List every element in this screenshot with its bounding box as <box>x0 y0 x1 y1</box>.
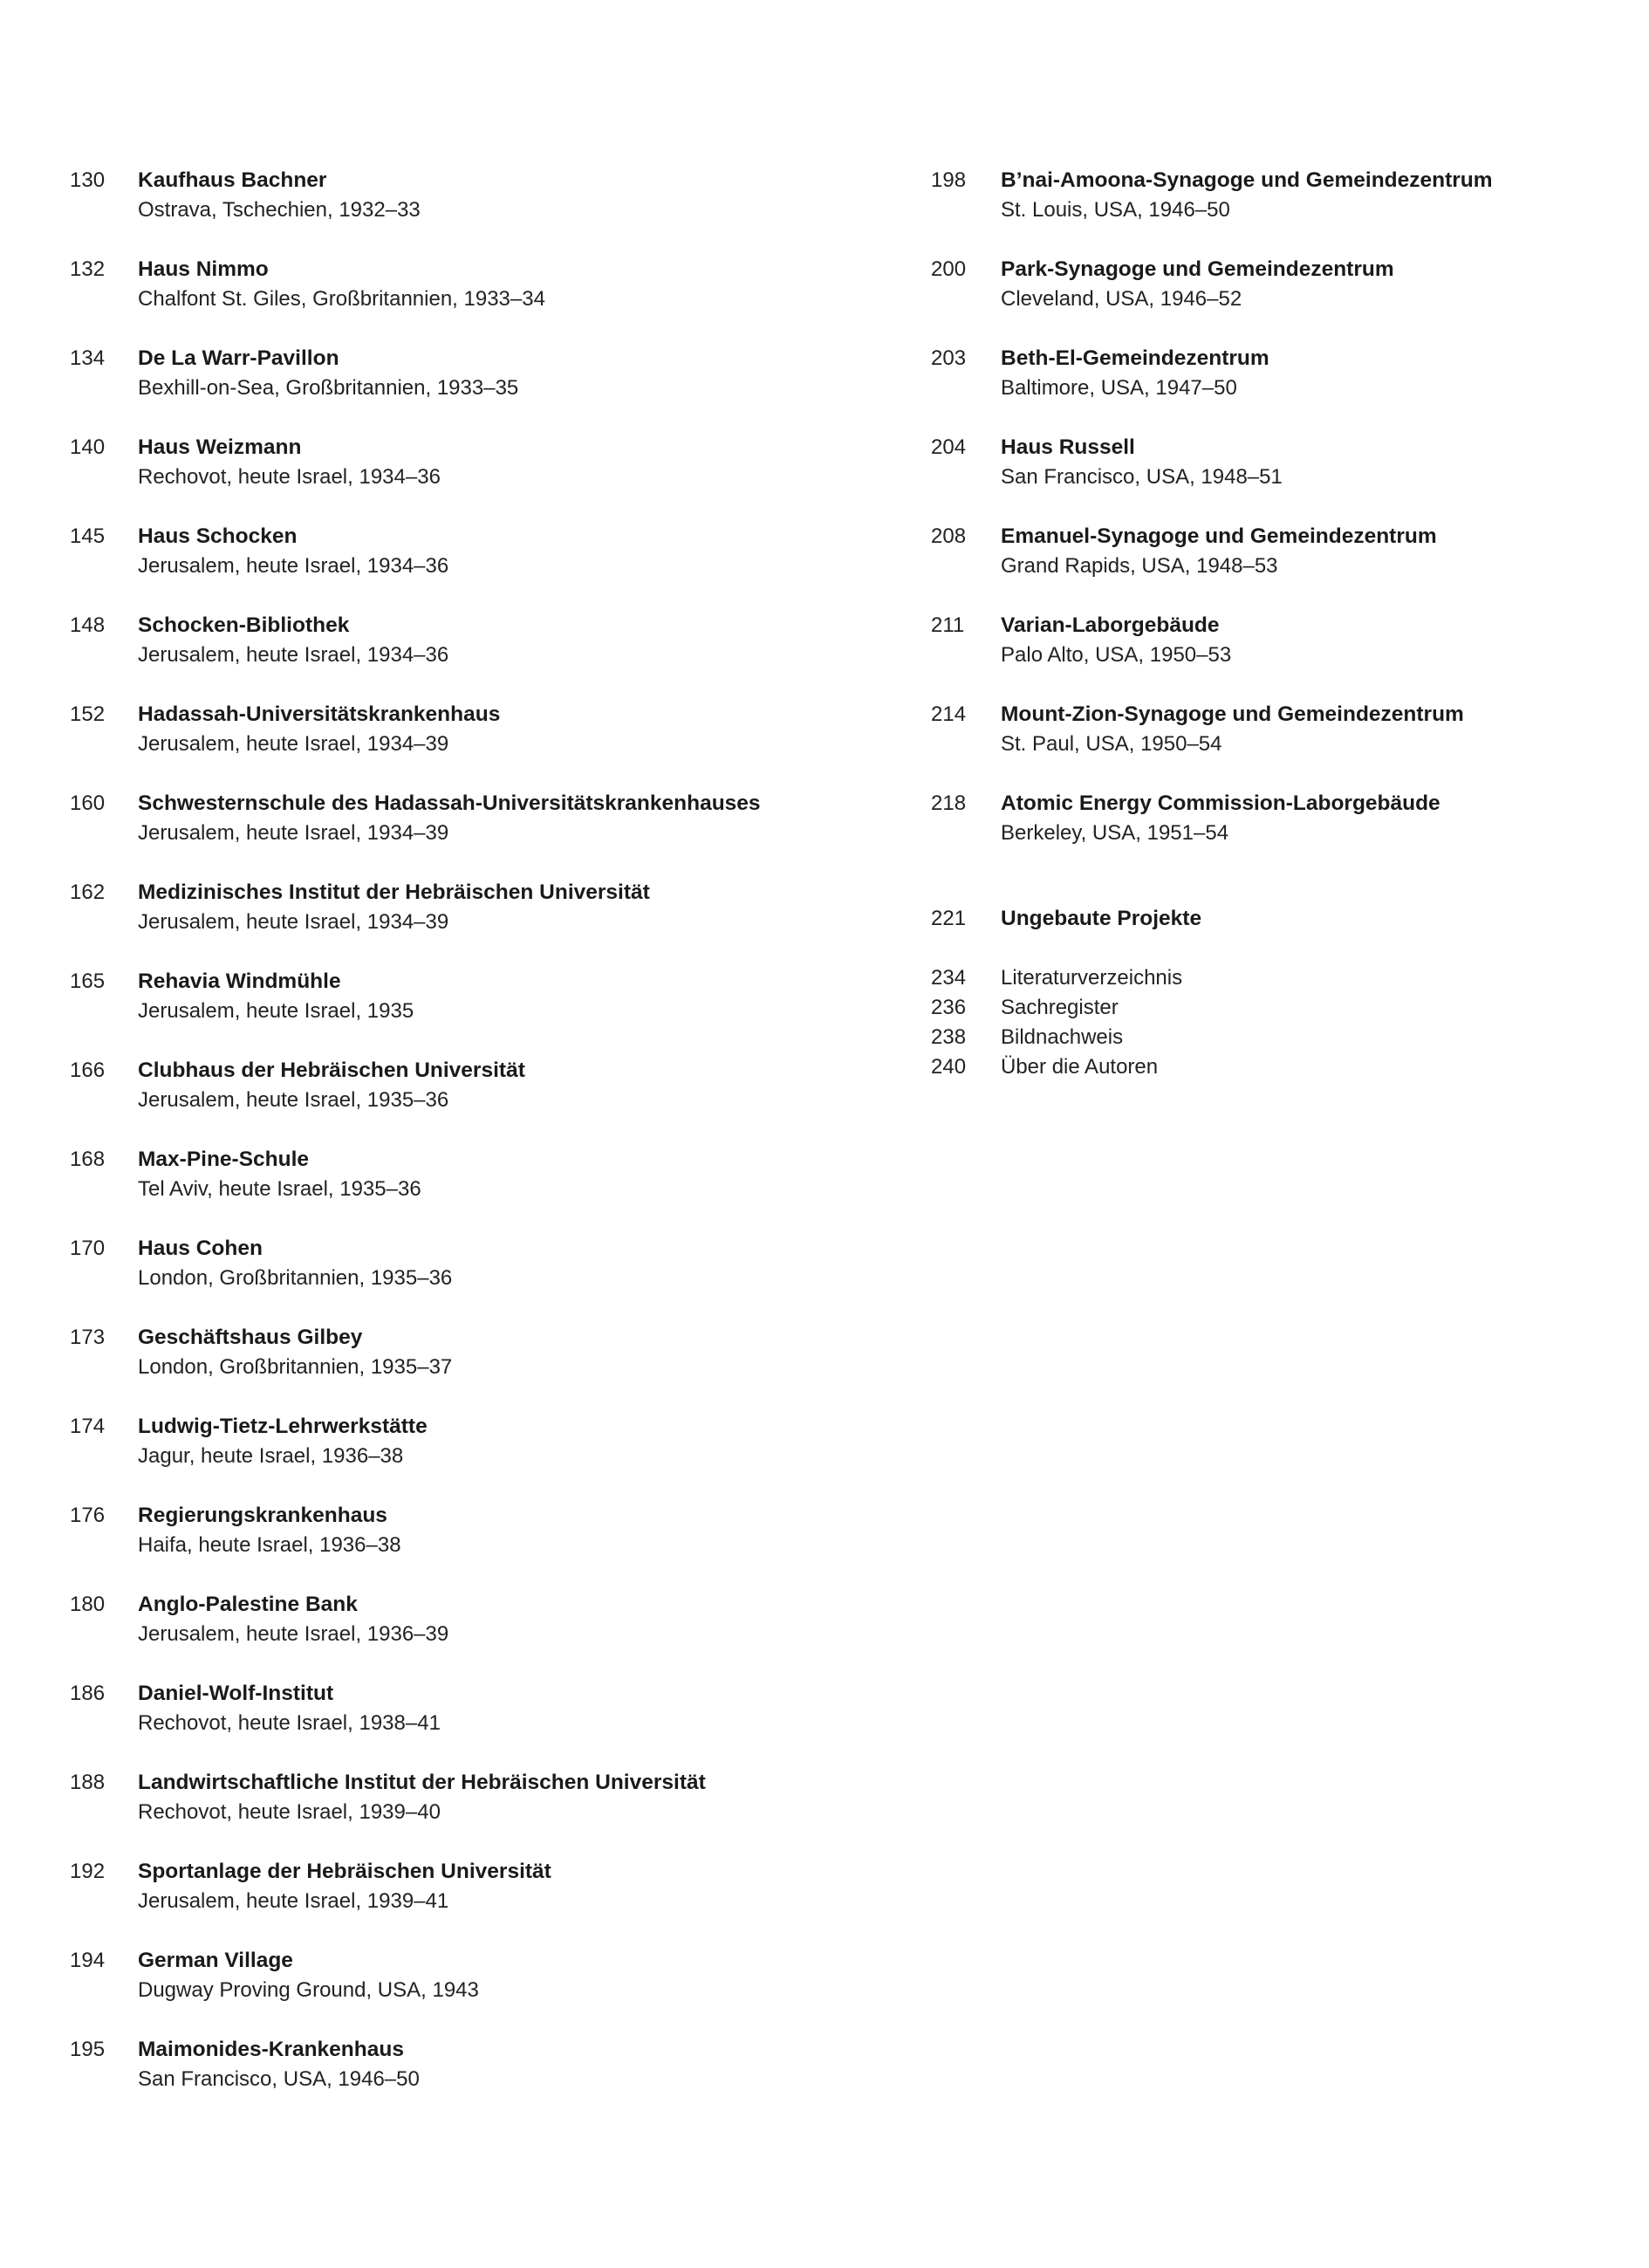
page-number: 176 <box>70 1504 106 1527</box>
entry-title: Maimonides-Krankenhaus <box>138 2038 404 2061</box>
toc-entry <box>70 1323 855 1382</box>
entry-title: Clubhaus der Hebräischen Universität <box>138 1059 525 1082</box>
entry-title: Haus Weizmann <box>138 435 302 459</box>
toc-right-column <box>931 166 1594 878</box>
page-number: 208 <box>931 524 967 548</box>
entry-title: Beth-El-Gemeindezentrum <box>1001 346 1269 370</box>
page-number: 203 <box>931 346 967 370</box>
entry-subtitle: Dugway Proving Ground, USA, 1943 <box>138 1978 479 2002</box>
toc-entry <box>70 878 855 937</box>
entry-title: Atomic Energy Commission-Laborgebäude <box>1001 791 1440 815</box>
entry-subtitle: San Francisco, USA, 1948–51 <box>1001 465 1283 489</box>
toc-entry <box>70 1145 855 1204</box>
entry-title: Kaufhaus Bachner <box>138 168 327 192</box>
page-number: 180 <box>70 1593 106 1616</box>
entry-title: Sportanlage der Hebräischen Universität <box>138 1860 551 1883</box>
toc-entry <box>931 700 1594 759</box>
entry-title: Hadassah-Universitätskrankenhaus <box>138 702 501 726</box>
entry-subtitle: London, Großbritannien, 1935–37 <box>138 1355 453 1379</box>
toc-entry <box>70 522 855 581</box>
appendix-item <box>931 1023 1594 1052</box>
toc-entry-unbuilt-projects <box>931 904 1594 934</box>
toc-entry <box>931 344 1594 403</box>
entry-title: Geschäftshaus Gilbey <box>138 1326 363 1349</box>
entry-title: Ludwig-Tietz-Lehrwerkstätte <box>138 1415 428 1438</box>
entry-subtitle: Baltimore, USA, 1947–50 <box>1001 376 1237 400</box>
entry-subtitle: Rechovot, heute Israel, 1934–36 <box>138 465 441 489</box>
entry-subtitle: Rechovot, heute Israel, 1938–41 <box>138 1711 441 1735</box>
entry-subtitle: Tel Aviv, heute Israel, 1935–36 <box>138 1177 421 1201</box>
toc-appendix <box>931 963 1594 1082</box>
page-number: 221 <box>931 907 967 930</box>
entry-title: Max-Pine-Schule <box>138 1148 310 1171</box>
entry-title: Ungebaute Projekte <box>1001 907 1202 930</box>
entry-title: Schwesternschule des Hadassah-Universitätskrankenhauses <box>138 791 761 815</box>
page-number: 240 <box>931 1055 967 1079</box>
page-number: 130 <box>70 168 106 192</box>
page-number: 236 <box>931 996 967 1019</box>
page-number: 204 <box>931 435 967 459</box>
entry-title: Haus Russell <box>1001 435 1135 459</box>
toc-entry <box>70 1679 855 1738</box>
appendix-item <box>931 963 1594 993</box>
entry-subtitle: Bexhill-on-Sea, Großbritannien, 1933–35 <box>138 376 519 400</box>
toc-entry <box>931 433 1594 492</box>
entry-title: Daniel-Wolf-Institut <box>138 1682 334 1705</box>
appendix-item <box>931 993 1594 1023</box>
page-number: 132 <box>70 257 106 281</box>
page-number: 214 <box>931 702 967 726</box>
entry-subtitle: Haifa, heute Israel, 1936–38 <box>138 1533 401 1557</box>
page-number: 148 <box>70 613 106 637</box>
entry-title: Haus Cohen <box>138 1237 263 1260</box>
toc-entry <box>70 433 855 492</box>
appendix-label: Bildnachweis <box>1001 1025 1124 1049</box>
entry-title: Mount-Zion-Synagoge und Gemeindezentrum <box>1001 702 1464 726</box>
entry-subtitle: Ostrava, Tschechien, 1932–33 <box>138 198 421 222</box>
entry-title: De La Warr-Pavillon <box>138 346 339 370</box>
entry-subtitle: St. Paul, USA, 1950–54 <box>1001 732 1222 756</box>
entry-title: Park-Synagoge und Gemeindezentrum <box>1001 257 1394 281</box>
toc-entry <box>931 522 1594 581</box>
entry-title: Medizinisches Institut der Hebräischen Universität <box>138 880 650 904</box>
entry-subtitle: Chalfont St. Giles, Großbritannien, 1933–34 <box>138 287 545 311</box>
page-number: 174 <box>70 1415 106 1438</box>
entry-subtitle: St. Louis, USA, 1946–50 <box>1001 198 1230 222</box>
entry-title: Schocken-Bibliothek <box>138 613 350 637</box>
toc-entry <box>931 789 1594 848</box>
toc-entry <box>70 700 855 759</box>
toc-entry <box>70 1412 855 1471</box>
page-number: 134 <box>70 346 106 370</box>
page-number: 170 <box>70 1237 106 1260</box>
toc-entry <box>70 1056 855 1115</box>
page-number: 234 <box>931 966 967 990</box>
toc-entry <box>70 255 855 314</box>
toc-entry <box>70 611 855 670</box>
entry-subtitle: Jerusalem, heute Israel, 1934–39 <box>138 910 449 934</box>
page-number: 218 <box>931 791 967 815</box>
page-number: 195 <box>70 2038 106 2061</box>
entry-subtitle: Jerusalem, heute Israel, 1939–41 <box>138 1889 449 1913</box>
toc-entry <box>70 2035 855 2094</box>
entry-title: Anglo-Palestine Bank <box>138 1593 358 1616</box>
entry-title: B’nai-Amoona-Synagoge und Gemeindezentrum <box>1001 168 1493 192</box>
entry-subtitle: Jerusalem, heute Israel, 1936–39 <box>138 1622 449 1646</box>
entry-subtitle: Jerusalem, heute Israel, 1935–36 <box>138 1088 449 1112</box>
entry-title: Varian-Laborgebäude <box>1001 613 1220 637</box>
entry-title: Rehavia Windmühle <box>138 970 341 993</box>
toc-entry <box>70 1590 855 1649</box>
toc-entry <box>70 1768 855 1827</box>
page-number: 140 <box>70 435 106 459</box>
page-number: 238 <box>931 1025 967 1049</box>
page-number: 145 <box>70 524 106 548</box>
entry-title: Haus Schocken <box>138 524 298 548</box>
toc-entry <box>70 166 855 225</box>
page-number: 192 <box>70 1860 106 1883</box>
page-number: 188 <box>70 1771 106 1794</box>
toc-entry <box>931 611 1594 670</box>
toc-entry <box>70 1857 855 1916</box>
entry-title: Haus Nimmo <box>138 257 269 281</box>
entry-title: Regierungskrankenhaus <box>138 1504 387 1527</box>
entry-subtitle: San Francisco, USA, 1946–50 <box>138 2067 420 2091</box>
page-number: 186 <box>70 1682 106 1705</box>
toc-entry <box>70 344 855 403</box>
entry-subtitle: Grand Rapids, USA, 1948–53 <box>1001 554 1278 578</box>
page-number: 152 <box>70 702 106 726</box>
entry-subtitle: Jagur, heute Israel, 1936–38 <box>138 1444 404 1468</box>
entry-subtitle: Cleveland, USA, 1946–52 <box>1001 287 1242 311</box>
toc-entry <box>70 967 855 1026</box>
entry-subtitle: Jerusalem, heute Israel, 1934–36 <box>138 643 449 667</box>
entry-subtitle: London, Großbritannien, 1935–36 <box>138 1266 453 1290</box>
toc-entry <box>931 166 1594 225</box>
page-number: 200 <box>931 257 967 281</box>
entry-subtitle: Jerusalem, heute Israel, 1934–39 <box>138 732 449 756</box>
page-number: 160 <box>70 791 106 815</box>
appendix-label: Sachregister <box>1001 996 1119 1019</box>
toc-entry <box>70 789 855 848</box>
page-number: 162 <box>70 880 106 904</box>
page-number: 211 <box>931 613 965 637</box>
entry-subtitle: Rechovot, heute Israel, 1939–40 <box>138 1800 441 1824</box>
page-number: 166 <box>70 1059 106 1082</box>
page-number: 165 <box>70 970 106 993</box>
entry-subtitle: Jerusalem, heute Israel, 1934–36 <box>138 554 449 578</box>
page-number: 198 <box>931 168 967 192</box>
entry-title: Emanuel-Synagoge und Gemeindezentrum <box>1001 524 1437 548</box>
entry-title: German Village <box>138 1949 293 1972</box>
entry-subtitle: Jerusalem, heute Israel, 1935 <box>138 999 414 1023</box>
toc-entry <box>70 1946 855 2005</box>
page-number: 168 <box>70 1148 106 1171</box>
entry-title: Landwirtschaftliche Institut der Hebräischen Universität <box>138 1771 706 1794</box>
toc-entry <box>70 1501 855 1560</box>
page-number: 194 <box>70 1949 106 1972</box>
entry-subtitle: Berkeley, USA, 1951–54 <box>1001 821 1229 845</box>
entry-subtitle: Palo Alto, USA, 1950–53 <box>1001 643 1232 667</box>
appendix-label: Literaturverzeichnis <box>1001 966 1183 990</box>
appendix-item <box>931 1052 1594 1082</box>
toc-left-column <box>70 166 855 2124</box>
toc-entry <box>931 255 1594 314</box>
entry-subtitle: Jerusalem, heute Israel, 1934–39 <box>138 821 449 845</box>
page-number: 173 <box>70 1326 106 1349</box>
toc-entry <box>70 1234 855 1293</box>
appendix-label: Über die Autoren <box>1001 1055 1159 1079</box>
